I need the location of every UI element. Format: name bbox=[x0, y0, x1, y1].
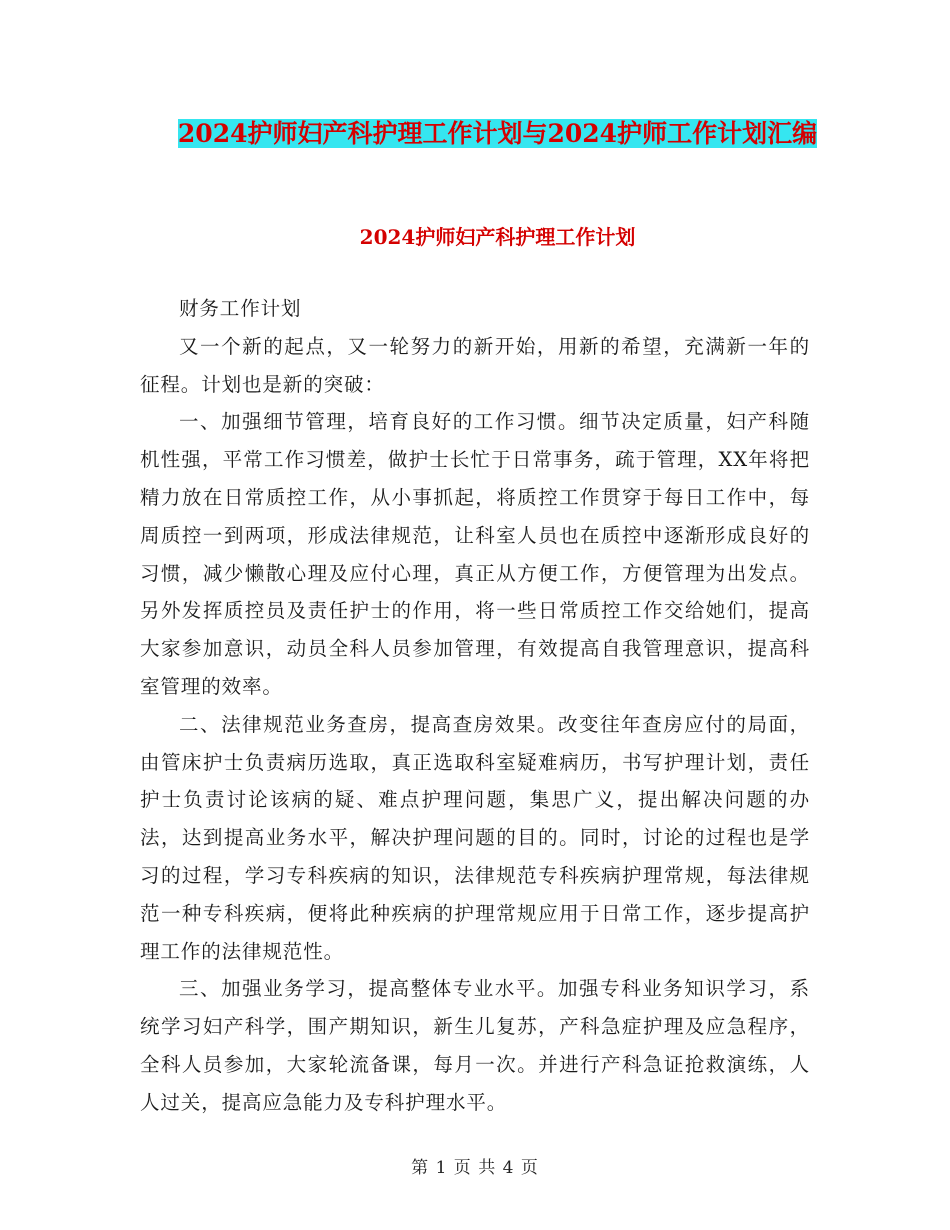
paragraph-item-2: 二、法律规范业务查房，提高查房效果。改变往年查房应付的局面，由管床护士负责病历选取，真正选取科室疑难病历，书写护理计划，责任护士负责讨论该病的疑、难点护理问题，集思广义，提出解决问题的办法，达到提高业务水平，解决护理问题的目的。同时，讨论的过程也是学习的过程，学习专科疾病的知识，法律规范专科疾病护理常规，每法律规范一种专科疾病，便将此种疾病的护理常规应用于日常工作，逐步提高护理工作的法律规范性。 bbox=[140, 712, 810, 963]
paragraph-heading: 财务工作计划 bbox=[179, 297, 302, 320]
paragraph-item-3: 三、加强业务学习，提高整体专业水平。加强专科业务知识学习，系统学习妇产科学，围产期知识，新生儿复苏，产科急症护理及应急程序，全科人员参加，大家轮流备课，每月一次。并进行产科急证抢救演练，人人过关，提高应急能力及专科护理水平。 bbox=[140, 977, 810, 1114]
paragraph-intro: 又一个新的起点，又一轮努力的新开始，用新的希望，充满新一年的征程。计划也是新的突破： bbox=[140, 334, 810, 396]
section-title: 2024护师妇产科护理工作计划 bbox=[359, 225, 636, 249]
paragraph-item-1: 一、加强细节管理，培育良好的工作习惯。细节决定质量，妇产科随机性强，平常工作习惯差，做护士长忙于日常事务，疏于管理，XX年将把精力放在日常质控工作，从小事抓起，将质控工作贯穿于每日工作中，每周质控一到两项，形成法律规范，让科室人员也在质控中逐渐形成良好的习惯，减少懒散心理及应付心理，真正从方便工作，方便管理为出发点。另外发挥质控员及责任护士的作用，将一些日常质控工作交给她们，提高大家参加意识，动员全科人员参加管理，有效提高自我管理意识，提高科室管理的效率。 bbox=[140, 410, 810, 698]
page-footer: 第 1 页 共 4 页 bbox=[411, 1158, 539, 1178]
document-main-title bbox=[140, 112, 855, 156]
document-body bbox=[140, 290, 810, 1122]
main-title-highlight: 2024护师妇产科护理工作计划与2024护师工作计划汇编 bbox=[177, 119, 818, 148]
